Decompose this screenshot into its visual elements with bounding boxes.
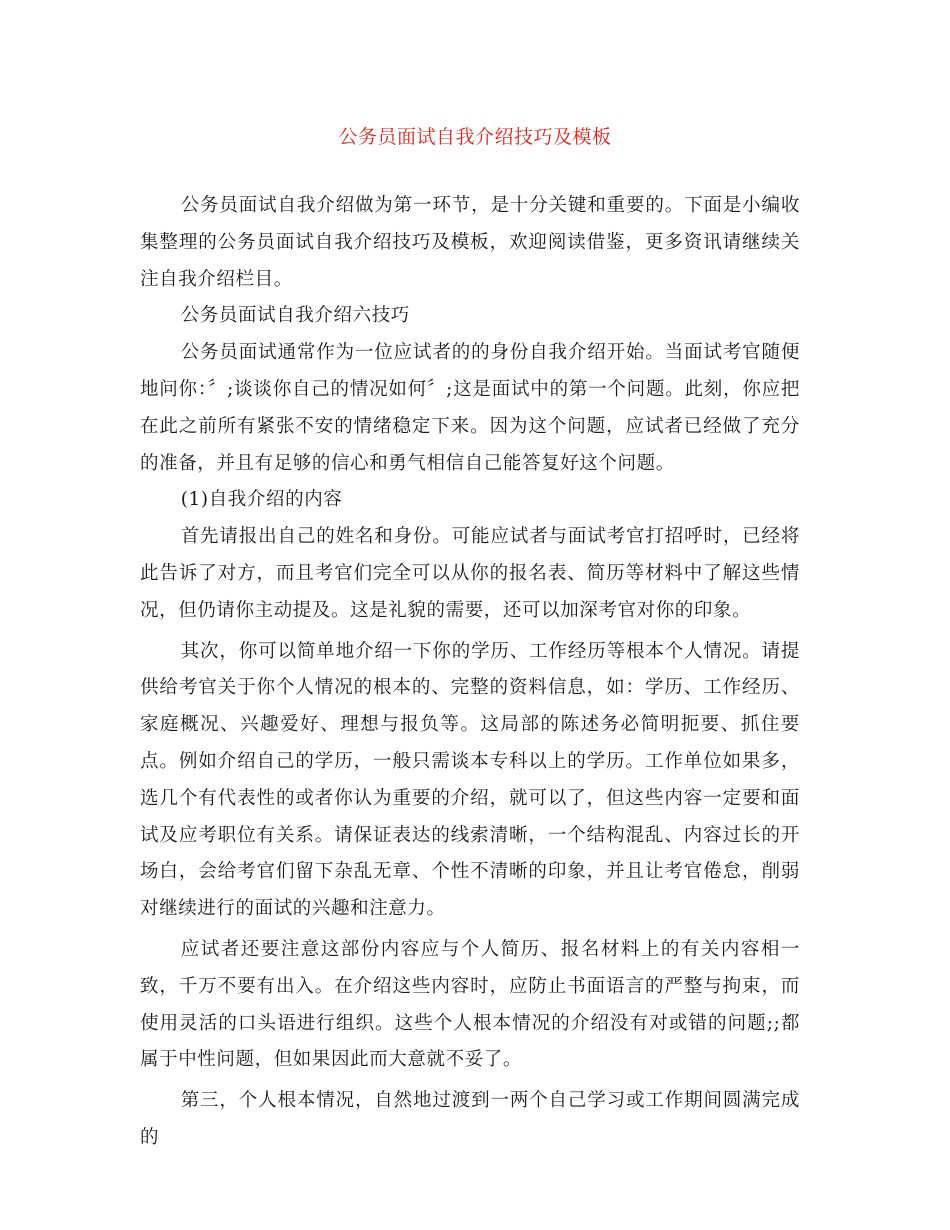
- paragraph-consistency-note: 应试者还要注意这部份内容应与个人简历、报名材料上的有关内容相一致，千万不要有出入。在介绍这些内容时，应防止书面语言的严整与拘束，而使用灵活的口头语进行组织。这些个人根本情况的介绍没有对或错的问题;;都属于中性问题，但如果因此而大意就不妥了。: [140, 938, 800, 1071]
- paragraph-second-point: 其次，你可以简单地介绍一下你的学历、工作经历等根本个人情况。请提供给考官关于你个人情况的根本的、完整的资料信息，如：学历、工作经历、家庭概况、兴趣爱好、理想与报负等。这局部的陈述务必简明扼要、抓住要点。例如介绍自己的学历，一般只需谈本专科以上的学历。工作单位如果多，选几个有代表性的或者你认为重要的介绍，就可以了，但这些内容一定要和面试及应考职位有关系。请保证表达的线索清晰，一个结构混乱、内容过长的开场白，会给考官们留下杂乱无章、个性不清晰的印象，并且让考官倦怠，削弱对继续进行的面试的兴趣和注意力。: [140, 640, 800, 920]
- paragraph-intro: 公务员面试自我介绍做为第一环节，是十分关键和重要的。下面是小编收集整理的公务员面试自我介绍技巧及模板，欢迎阅读借鉴，更多资讯请继续关注自我介绍栏目。: [140, 195, 800, 290]
- paragraph-third-point: 第三，个人根本情况，自然地过渡到一两个自己学习或工作期间圆满完成的: [140, 1090, 800, 1148]
- paragraph-first-point: 首先请报出自己的姓名和身份。可能应试者与面试考官打招呼时，已经将此告诉了对方，而且考官们完全可以从你的报名表、简历等材料中了解这些情况，但仍请你主动提及。这是礼貌的需要，还可以加深考官对你的印象。: [140, 526, 800, 621]
- document-body: [140, 188, 800, 1157]
- paragraph-subheading-content: (1)自我介绍的内容: [180, 489, 343, 511]
- paragraph-opening-question: 公务员面试通常作为一位应试者的的身份自我介绍开始。当面试考官随便地问你：〞;谈谈你自己的情况如何〞;这是面试中的第一个问题。此刻，你应把在此之前所有紧张不安的情绪稳定下来。因为这个问题，应试者已经做了充分的准备，并且有足够的信心和勇气相信自己能答复好这个问题。: [140, 342, 800, 474]
- paragraph-section-heading: 公务员面试自我介绍六技巧: [180, 305, 410, 327]
- document-title: 公务员面试自我介绍技巧及模板: [338, 126, 612, 148]
